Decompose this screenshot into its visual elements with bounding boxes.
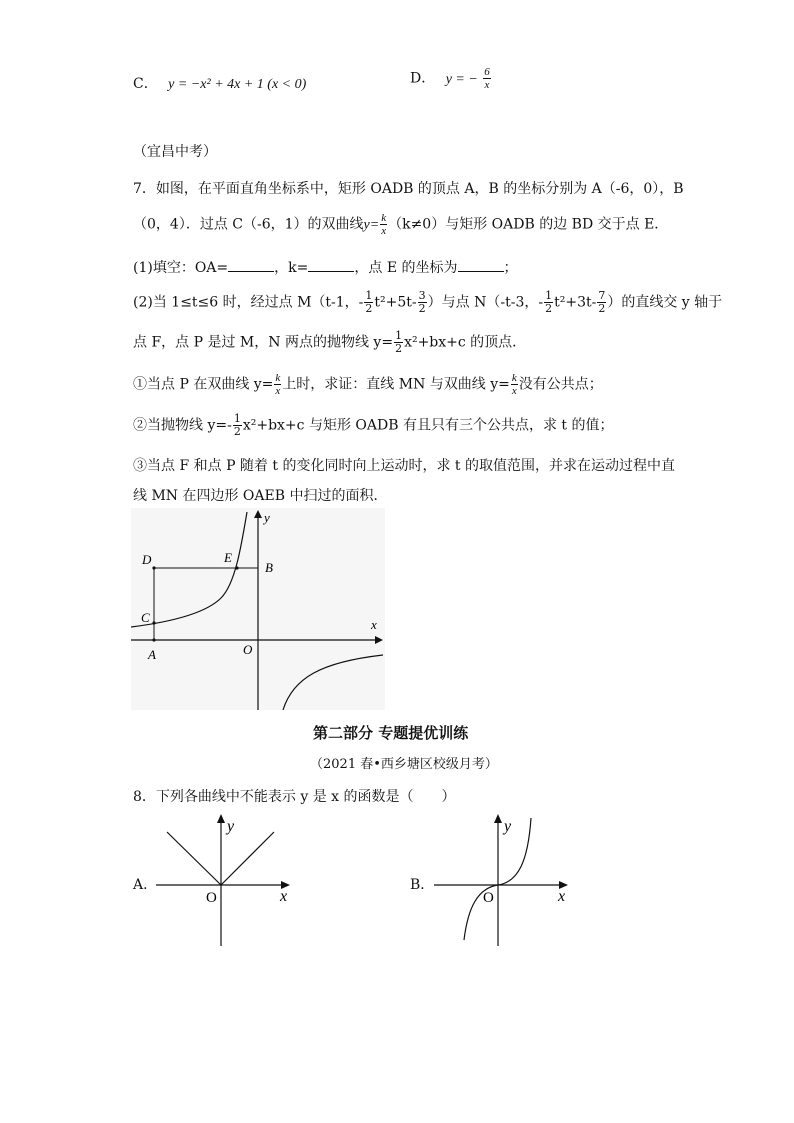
svg-text:y: y [227, 818, 235, 835]
q8-option-b-graph [428, 812, 578, 952]
svg-text:O: O [206, 890, 217, 906]
q7-sub1: ①当点 P 在双曲线 y= $\frac{k}{x}$ 上时，求证：直线 MN 与双曲线 y= $\frac{k}{x}$ 没有公共点； [133, 372, 603, 397]
v-graph-left [167, 832, 221, 885]
svg-text:O: O [483, 890, 494, 906]
option-d-prefix: y = − [445, 71, 478, 87]
answer-blank-e[interactable] [458, 259, 504, 272]
option-c-formula: y = −x² + 4x + 1 (x < 0) [168, 77, 307, 92]
section-source: （2021 春•西乡塘区校级月考） [310, 757, 498, 772]
svg-text:x: x [280, 888, 288, 905]
q8-stem: 8．下列各曲线中不能表示 y 是 x 的函数是（ ） [133, 789, 456, 805]
label-y: y [264, 510, 270, 525]
q7-sub3-line1: ③当点 F 和点 P 随着 t 的变化同时向上运动时，求 t 的取值范围，并求在运动过程中直 [133, 458, 675, 474]
option-d-label: D． [410, 70, 436, 87]
section-title: 第二部分 专题提优训练 [313, 724, 469, 742]
q7-part2-line1: (2)当 1≤t≤6 时，经过点 M（t-1，- $\frac{1}{2}$ t²+5t- $\frac{3}{2}$ ）与点 N（-t-3，- $\frac{1}{2}$ t²+3t- $\frac{7}{2}$ ）的直线交 y 轴于 [133, 289, 723, 315]
option-d-fraction: $\frac{6}{x}$ [484, 66, 490, 91]
q7-coordinate-figure [131, 508, 385, 710]
label-x: x [371, 617, 377, 632]
label-e: E [224, 550, 232, 565]
q7-sub2: ②当抛物线 y=- $\frac{1}{2}$ x²+bx+c 与矩形 OADB 有且只有三个公共点，求 t 的值； [133, 412, 614, 438]
q8-option-a-label: A． [133, 877, 158, 893]
option-d [410, 66, 492, 91]
label-d: D [142, 552, 152, 567]
v-graph-right [221, 832, 274, 885]
label-a: A [148, 647, 156, 662]
q7-part1: (1)填空：OA= ，k= ，点 E 的坐标为 ； [133, 260, 518, 276]
q7-line1: 7．如图，在平面直角坐标系中，矩形 OADB 的顶点 A，B 的坐标分别为 A（-6，0），B [133, 181, 684, 197]
answer-blank-k[interactable] [308, 259, 354, 272]
label-b: B [265, 560, 273, 575]
q7-sub3-line2: 线 MN 在四边形 OAEB 中扫过的面积． [133, 488, 388, 504]
q6-source: （宜昌中考） [133, 144, 217, 160]
label-c: C [141, 610, 150, 625]
label-o: O [243, 642, 253, 657]
q7-line2: （0，4）．过点 C（-6，1）的双曲线y= $\frac{k}{x}$ （k≠0）与矩形 OADB 的边 BD 交于点 E． [133, 212, 669, 237]
q7-part2-line2: 点 F，点 P 是过 M，N 两点的抛物线 y= $\frac{1}{2}$ x²+bx+c 的顶点． [133, 329, 527, 355]
answer-blank-oa[interactable] [228, 259, 274, 272]
svg-text:y: y [504, 818, 512, 835]
option-c-label: C． [133, 76, 158, 92]
svg-text:x: x [558, 888, 566, 905]
q8-option-a-graph [150, 812, 300, 952]
q8-option-b-label: B． [410, 877, 435, 893]
option-c [133, 73, 306, 93]
